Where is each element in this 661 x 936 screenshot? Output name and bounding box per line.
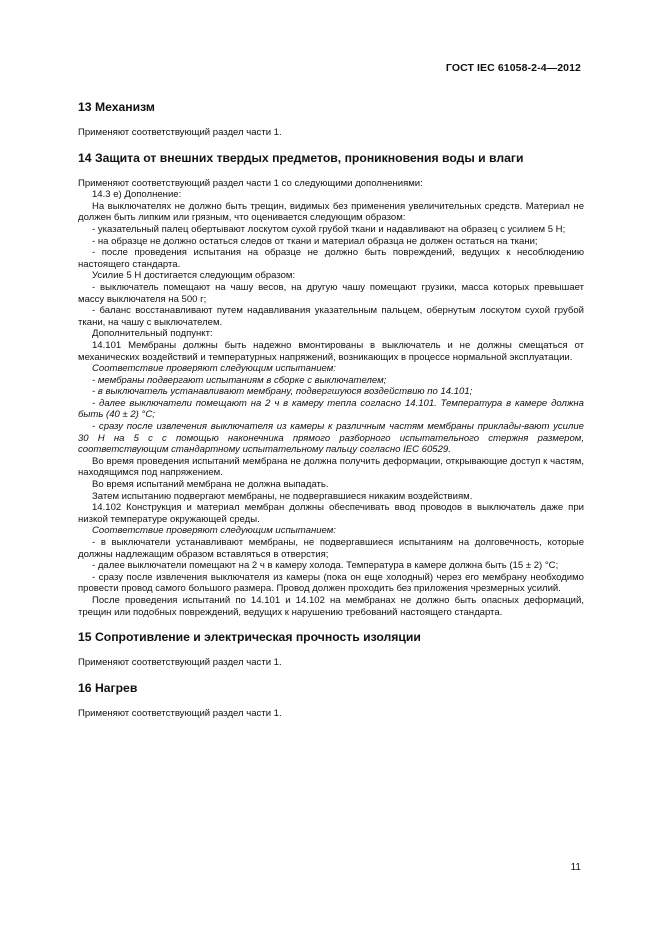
s14-para: - указательный палец обертывают лоскутом сухой грубой ткани и надавливают на образец с усилием 5 Н;	[92, 223, 566, 235]
s14-para-italic: Соответствие проверяют следующим испытанием:	[92, 525, 336, 537]
s14-para: Дополнительный подпункт:	[92, 328, 213, 340]
s14-para: Во время проведения испытаний мембрана не должна получить деформации, открывающие доступ к частям, находящимся под напряжением.	[78, 455, 584, 479]
s14-para: На выключателях не должно быть трещин, видимых без применения увеличительных средств. Материал не должен быть липким или грязным, что оценивается следующим образом:	[78, 200, 584, 224]
s14-para-italic: - сразу после извлечения выключателя из камеры к различным частям мембраны приклады-вают усилие 30 Н на 5 с с помощью наконечника прямого разборного испытательного стержня размером, соответствующим стандартному испытательному пальцу согласно IEC 60529.	[78, 421, 584, 456]
section-16-title: 16 Нагрев	[78, 680, 138, 695]
s14-para: Затем испытанию подвергают мембраны, не подвергавшиеся никаким воздействиям.	[92, 490, 473, 502]
s14-para-italic: - далее выключатели помещают на 2 ч в камеру тепла согласно 14.101. Температура в камере должна быть (40 ± 2) °С;	[78, 397, 584, 421]
s14-para: После проведения испытаний по 14.101 и 14.102 на мембранах не должно быть опасных деформаций, трещин или подобных повреждений, ведущих к нарушению требований настоящего стандарта.	[78, 594, 584, 618]
s14-para: - баланс восстанавливают путем надавливания указательным пальцем, обернутым лоскутом сухой грубой ткани, на чашу с выключателем.	[78, 305, 584, 328]
s14-para: Во время испытаний мембрана не должна выпадать.	[92, 479, 329, 491]
s14-intro: Применяют соответствующий раздел части 1 со следующими дополнениями:	[78, 177, 423, 189]
section-14-title: 14 Защита от внешних твердых предметов, проникновения воды и влаги	[78, 150, 524, 165]
section-15-text: Применяют соответствующий раздел части 1.	[78, 657, 282, 669]
s14-para: - после проведения испытания на образце не должно быть повреждений, ведущих к несоблюдению настоящего стандарта.	[78, 247, 584, 270]
s14-para-italic: - в выключатель устанавливают мембрану, подвергшуюся воздействию по 14.101;	[92, 386, 473, 398]
s14-para: - выключатель помещают на чашу весов, на другую чашу помещают грузики, масса которых превышает массу выключателя на 500 г;	[78, 281, 584, 305]
section-15-title: 15 Сопротивление и электрическая прочность изоляции	[78, 630, 421, 645]
s14-para-italic: Соответствие проверяют следующим испытанием:	[92, 363, 336, 375]
s14-para: Усилие 5 Н достигается следующим образом:	[92, 270, 296, 282]
s14-para: 14.3 е) Дополнение:	[92, 189, 182, 201]
s14-para: - на образце не должно остаться следов от ткани и материал образца не должен остаться на ткани;	[92, 235, 538, 247]
s14-para: 14.102 Конструкция и материал мембран должны обеспечивать ввод проводов в выключатель даже при низкой температуре окружающей среды.	[78, 502, 584, 525]
page-content	[78, 100, 584, 719]
section-13-title: 13 Механизм	[78, 100, 155, 114]
page-number: 11	[570, 862, 581, 873]
s14-para-italic: - мембраны подвергают испытаниям в сборке с выключателем;	[92, 374, 387, 386]
s14-para: - в выключатели устанавливают мембраны, не подвергавшиеся испытаниям на долговечность, которые должны надлежащим образом вставляться в отверстия;	[78, 537, 584, 560]
section-13-text: Применяют соответствующий раздел части 1.	[78, 127, 282, 138]
s14-para: - далее выключатели помещают на 2 ч в камеру холода. Температура в камере должна быть (15 ± 2) °С;	[92, 560, 559, 572]
document-code: ГОСТ IEC 61058-2-4—2012	[445, 62, 581, 74]
s14-para: - сразу после извлечения выключателя из камеры (пока он еще холодный) через его мембрану необходимо провести провод самого большого размера. Провод должен проходить без приложения чрезмерных усилий.	[78, 571, 584, 595]
section-16-text: Применяют соответствующий раздел части 1.	[78, 707, 282, 719]
s14-para: 14.101 Мембраны должны быть надежно вмонтированы в выключатель и не должны смещаться от механических воздействий и температурных напряжений, возникающих в процессе нормальной эксплуатации.	[78, 339, 584, 363]
